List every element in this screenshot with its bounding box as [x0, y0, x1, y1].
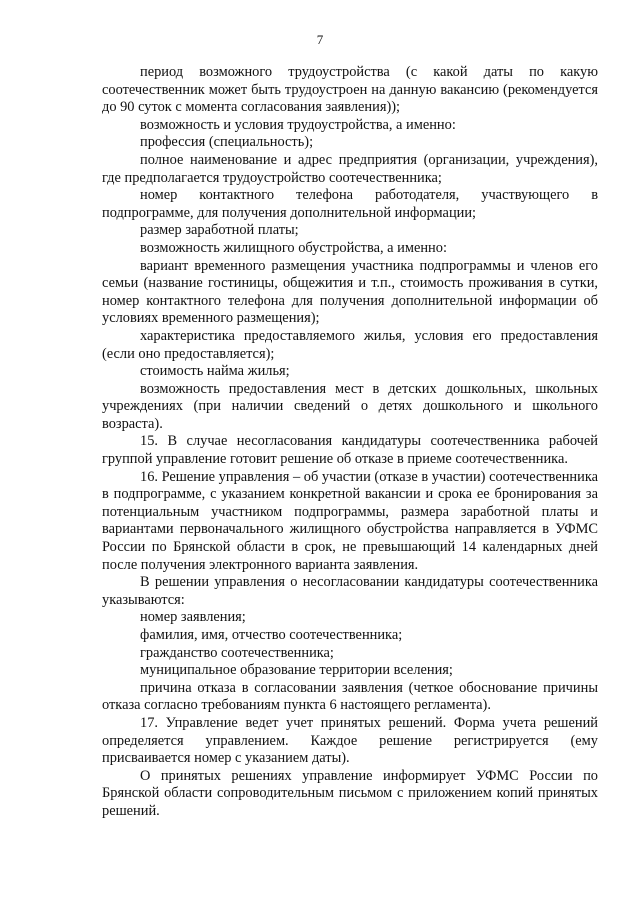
paragraph: фамилия, имя, отчество соотечественника;: [140, 627, 403, 643]
paragraph: номер заявления;: [140, 609, 246, 626]
page-number: 7: [316, 32, 324, 47]
paragraph: номер контактного телефона работодателя, участвующего в подпрограмме, для получения дополнительной информации;: [102, 187, 598, 221]
paragraph: О принятых решениях управление информирует УФМС России по Брянской области сопроводительным письмом с приложением копий принятых решений.: [102, 767, 598, 819]
paragraph: В решении управления о несогласовании кандидатуры соотечественника указываются:: [102, 574, 598, 608]
paragraph: размер заработной платы;: [140, 222, 299, 239]
document-text: [102, 64, 598, 821]
paragraph: профессия (специальность);: [140, 134, 314, 151]
paragraph: период возможного трудоустройства (с какой даты по какую соотечественник может быть трудоустроен на данную вакансию (рекомендуется до 90 суток с момента согласования заявления));: [102, 64, 598, 116]
paragraph: возможность предоставления мест в детских дошкольных, школьных учреждениях (при наличии сведений о детях дошкольного и школьного возраста).: [102, 380, 598, 432]
paragraph: муниципальное образование территории вселения;: [140, 662, 453, 679]
paragraph: характеристика предоставляемого жилья, условия его предоставления (если оно предоставляется);: [102, 327, 598, 362]
paragraph: возможность и условия трудоустройства, а именно:: [140, 116, 456, 133]
paragraph: полное наименование и адрес предприятия (организации, учреждения), где предполагается трудоустройство соотечественника;: [102, 151, 598, 186]
paragraph: 17. Управление ведет учет принятых решений. Форма учета решений определяется управлением. Каждое решение регистрируется (ему присваивается номер с указанием даты).: [102, 714, 598, 767]
paragraph: причина отказа в согласовании заявления (четкое обоснование причины отказа согласно требованиям пункта 6 настоящего регламента).: [102, 679, 598, 714]
paragraph: вариант временного размещения участника подпрограммы и членов его семьи (название гостиницы, общежития и т.п., стоимость проживания в сутки, номер контактного телефона для получения дополнительной информации об условиях временного размещения);: [102, 257, 598, 327]
paragraph: 15. В случае несогласования кандидатуры соотечественника рабочей группой управление готовит решение об отказе в приеме соотечественника.: [102, 433, 598, 468]
paragraph: 16. Решение управления – об участии (отказе в участии) соотечественника в подпрограмме, с указанием конкретной вакансии и срока ее бронирования за потенциальным участником подпрограммы, размера заработной платы и вариантами первоначального жилищного обустройства направляется в УФМС России по Брянской области в срок, не превышающий 14 календарных дней после получения электронного варианта заявления.: [102, 468, 598, 573]
paragraph: гражданство соотечественника;: [140, 644, 334, 661]
paragraph: возможность жилищного обустройства, а именно:: [140, 239, 447, 256]
paragraph: стоимость найма жилья;: [140, 363, 290, 380]
